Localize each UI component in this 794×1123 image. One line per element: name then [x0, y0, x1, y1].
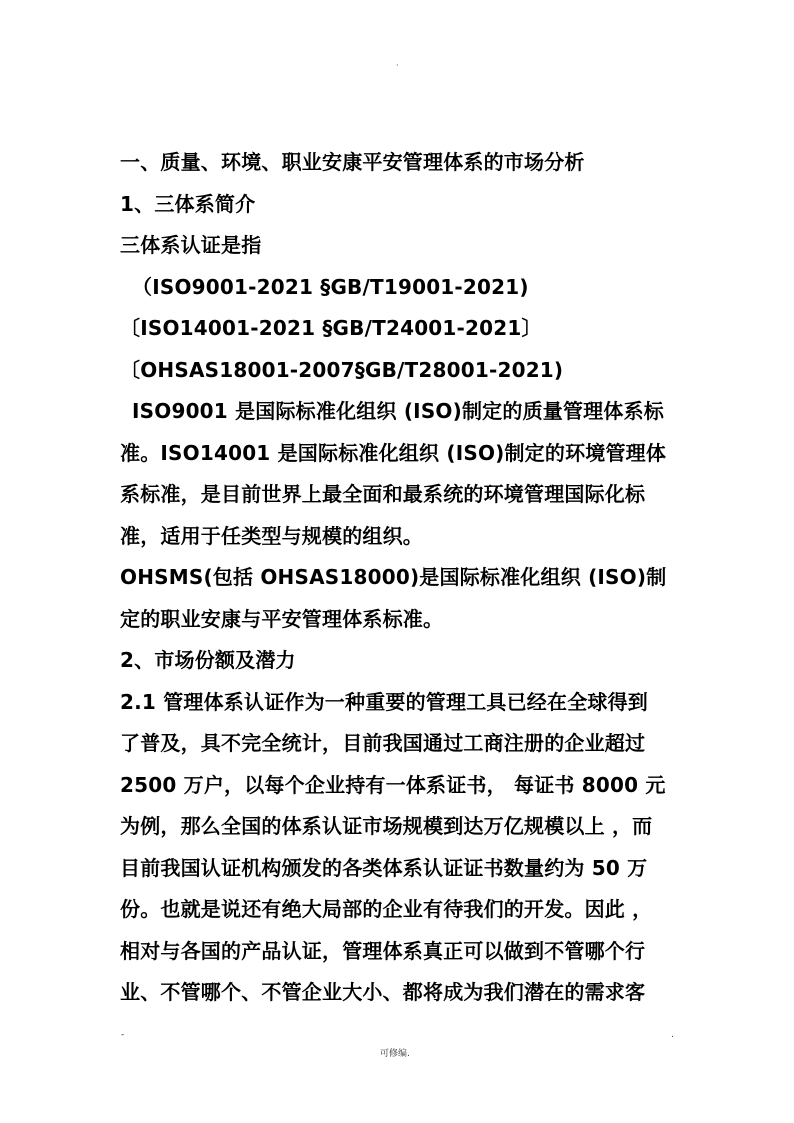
- text-line: 2500 万户，以每个企业持有一体系证书， 每证书 8000 元: [120, 772, 666, 797]
- text-line: 份。也就是说还有绝大局部的企业有待我们的开发。因此 ，: [120, 897, 653, 921]
- text-line: 业、不管哪个、不管企业大小、都将成为我们潜在的需求客: [120, 980, 646, 1004]
- text-line: OHSMS(包括 OHSAS18000)是国际标准化组织 (ISO)制: [120, 565, 667, 589]
- subsection-heading: 1、三体系简介: [120, 191, 256, 216]
- text-line: 三体系认证是指: [120, 233, 262, 257]
- subsection-heading: 2、市场份额及潜力: [120, 648, 296, 672]
- text-line: 为例，那么全国的体系认证市场规模到达万亿规模以上 ，而: [120, 814, 653, 838]
- text-line: 相对与各国的产品认证，管理体系真正可以做到不管哪个行: [120, 938, 646, 963]
- footer-left-mark: -: [121, 1030, 125, 1040]
- text-line: 准。ISO14001 是国际标准化组织 (ISO)制定的环境管理体: [120, 440, 667, 465]
- footer-right-mark: .: [671, 1030, 674, 1040]
- standard-line: （ISO9001-2021 §GB/T19001-2021): [132, 274, 529, 299]
- text-line: 定的职业安康与平安管理体系标准。: [120, 606, 444, 631]
- standard-line: 〔ISO14001-2021 §GB/T24001-2021〕: [120, 316, 542, 340]
- standard-line: 〔OHSAS18001-2007§GB/T28001-2021): [120, 357, 564, 382]
- header-mark: ·: [396, 61, 399, 70]
- text-line: 了普及，具不完全统计，目前我国通过工商注册的企业超过: [120, 731, 646, 755]
- footer-text: 可修编.: [380, 1049, 410, 1059]
- section-heading: 一、质量、环境、职业安康平安管理体系的市场分析: [120, 150, 585, 174]
- document-body: [120, 142, 676, 1014]
- text-line: 系标准，是目前世界上最全面和最系统的环境管理国际化标: [120, 482, 646, 506]
- text-line: 2.1 管理体系认证作为一种重要的管理工具已经在全球得到: [120, 689, 648, 714]
- text-line: 准，适用于任类型与规模的组织。: [120, 523, 423, 548]
- text-line: 目前我国认证机构颁发的各类体系认证证书数量约为 50 万: [120, 855, 648, 880]
- text-line: ISO9001 是国际标准化组织 (ISO)制定的质量管理体系标: [132, 399, 664, 423]
